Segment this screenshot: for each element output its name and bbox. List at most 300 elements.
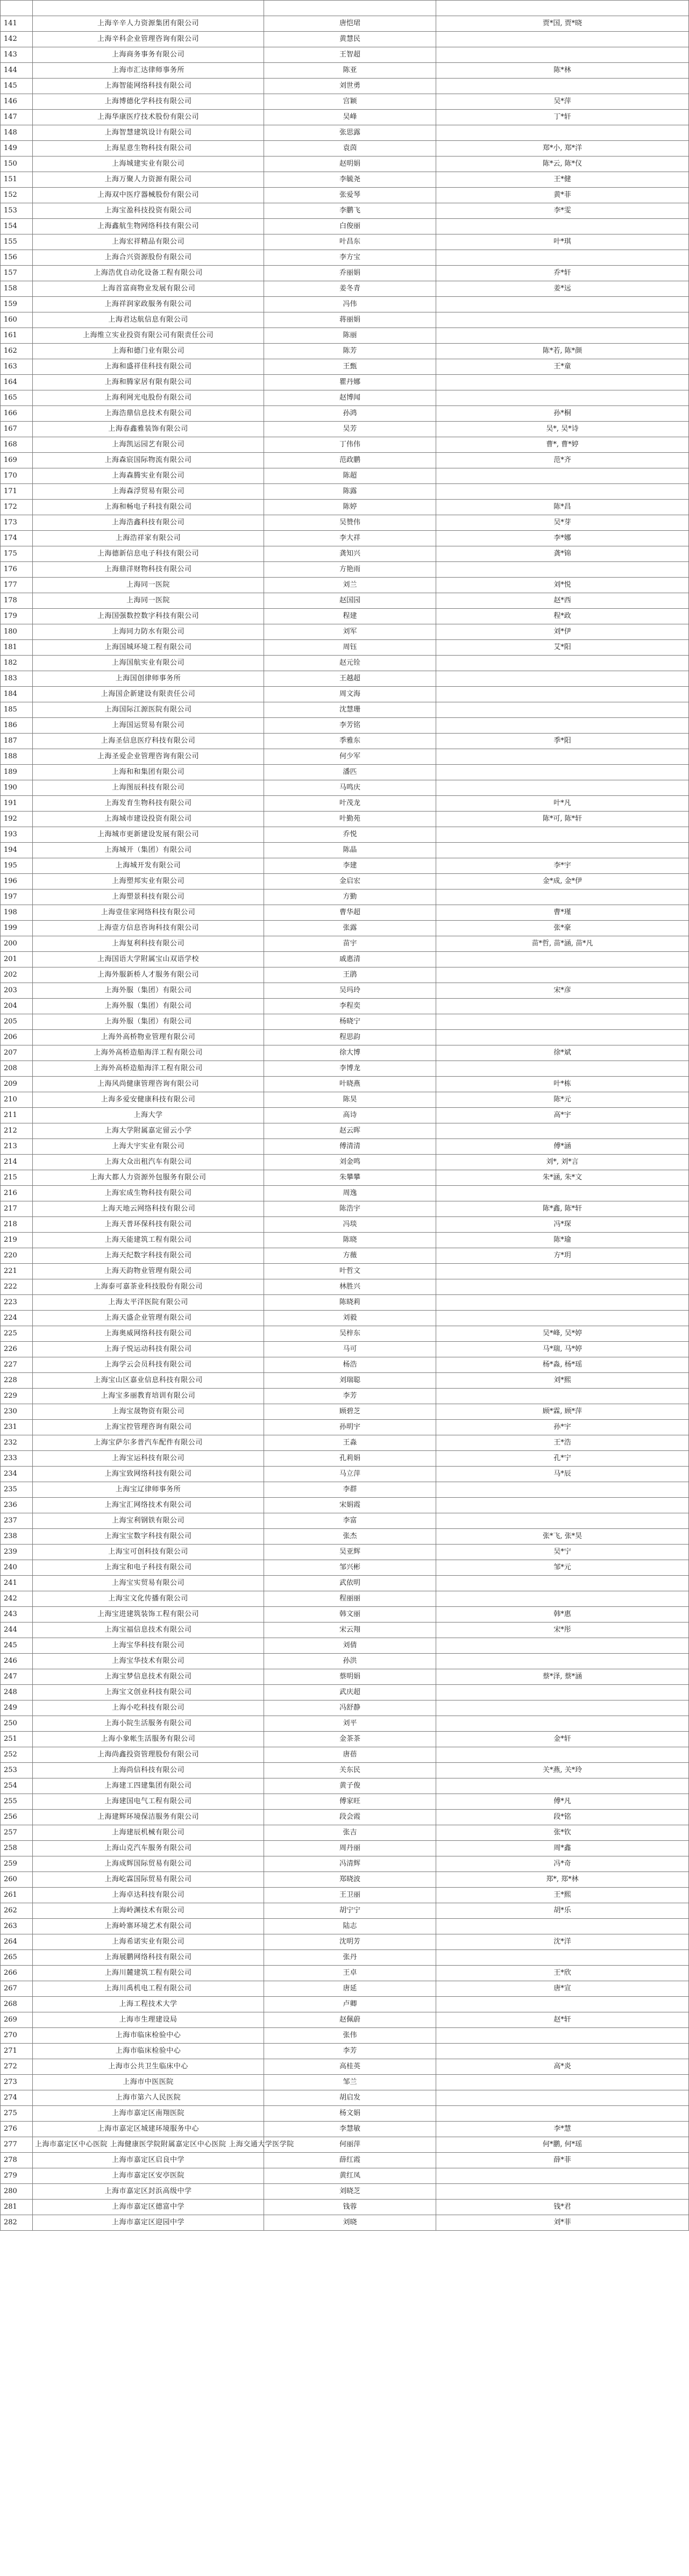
table-row [1, 47, 689, 63]
organization-cell: 上海城市建设投资有限公司 [33, 812, 264, 827]
organization-cell: 上海宝华技术有限公司 [33, 1654, 264, 1669]
person-name-cell: 王甄 [264, 359, 436, 375]
person-name-cell: 孔莉娟 [264, 1451, 436, 1467]
organization-cell: 上海市生理建设局 [33, 2012, 264, 2028]
table-row [1, 2106, 689, 2122]
person-name-cell: 金启宏 [264, 874, 436, 889]
person-name-cell: 刘晓 [264, 2215, 436, 2231]
table-row [1, 1950, 689, 1966]
person-name-cell: 季雅东 [264, 734, 436, 749]
table-row [1, 640, 689, 656]
table-row [1, 812, 689, 827]
person-name-cell: 李群 [264, 1482, 436, 1498]
family-members-cell [436, 749, 689, 765]
family-members-cell [436, 125, 689, 141]
organization-cell: 上海宝梦信息技术有限公司 [33, 1669, 264, 1685]
row-number: 220 [1, 1248, 33, 1264]
row-number: 183 [1, 671, 33, 687]
person-name-cell: 周丹丽 [264, 1841, 436, 1856]
family-members-cell: 龚*锦 [436, 546, 689, 562]
person-name-cell: 薛红霞 [264, 2153, 436, 2168]
row-number: 235 [1, 1482, 33, 1498]
row-number: 274 [1, 2090, 33, 2106]
table-row [1, 1576, 689, 1591]
table-row [1, 1326, 689, 1342]
organization-cell: 上海市临床检验中心 [33, 2044, 264, 2059]
row-number: 219 [1, 1233, 33, 1248]
person-name-cell: 段会霞 [264, 1810, 436, 1825]
family-members-cell: 刘*悦 [436, 578, 689, 593]
organization-cell: 上海市嘉定区迎园中学 [33, 2215, 264, 2231]
person-name-cell: 武依明 [264, 1576, 436, 1591]
organization-cell: 上海森浮贸易有限公司 [33, 484, 264, 500]
table-row [1, 375, 689, 390]
row-number: 187 [1, 734, 33, 749]
table-row [1, 1638, 689, 1654]
row-number: 199 [1, 921, 33, 936]
person-name-cell: 赵云晖 [264, 1123, 436, 1139]
table-row [1, 2168, 689, 2184]
table-row [1, 1155, 689, 1170]
row-number: 277 [1, 2137, 33, 2153]
table-row [1, 422, 689, 437]
person-name-cell: 李博龙 [264, 1061, 436, 1077]
person-name-cell: 叶茂龙 [264, 796, 436, 812]
family-members-cell [436, 375, 689, 390]
person-name-cell [264, 1, 436, 16]
table-row [1, 515, 689, 531]
family-members-cell: 冯*奇 [436, 1856, 689, 1872]
row-number: 200 [1, 936, 33, 952]
organization-cell: 上海国强数控数字科技有限公司 [33, 609, 264, 624]
person-name-cell: 吴芳 [264, 422, 436, 437]
row-number: 259 [1, 1856, 33, 1872]
family-members-cell [436, 562, 689, 578]
table-row [1, 250, 689, 266]
row-number: 225 [1, 1326, 33, 1342]
family-members-cell: 高*宇 [436, 1108, 689, 1123]
row-number: 282 [1, 2215, 33, 2231]
row-number: 197 [1, 889, 33, 905]
table-row [1, 2200, 689, 2215]
family-members-cell: 马*辰 [436, 1467, 689, 1482]
table-row [1, 1170, 689, 1186]
person-name-cell: 李富 [264, 1513, 436, 1529]
row-number: 177 [1, 578, 33, 593]
row-number: 191 [1, 796, 33, 812]
row-number: 272 [1, 2059, 33, 2075]
family-members-cell [436, 1389, 689, 1404]
organization-cell: 上海宝可创科技有限公司 [33, 1545, 264, 1560]
family-members-cell: 刘*, 刘*言 [436, 1155, 689, 1170]
family-members-cell: 杨*淼, 杨*瑶 [436, 1357, 689, 1373]
row-number: 181 [1, 640, 33, 656]
person-name-cell: 冯清辉 [264, 1856, 436, 1872]
person-name-cell: 唐延 [264, 1981, 436, 1997]
person-name-cell: 范政鹏 [264, 453, 436, 468]
organization-cell: 上海国创律师事务所 [33, 671, 264, 687]
family-members-cell: 钱*君 [436, 2200, 689, 2215]
family-members-cell: 傅*凡 [436, 1794, 689, 1810]
row-number: 266 [1, 1966, 33, 1981]
row-number: 156 [1, 250, 33, 266]
row-number: 251 [1, 1732, 33, 1747]
organization-cell: 上海市第六人民医院 [33, 2090, 264, 2106]
organization-cell: 上海宏祥精品有限公司 [33, 234, 264, 250]
family-members-cell: 邹*元 [436, 1560, 689, 1576]
person-name-cell: 陈晓莉 [264, 1295, 436, 1311]
organization-cell: 上海大学附属嘉定留云小学 [33, 1123, 264, 1139]
family-members-cell [436, 967, 689, 983]
family-members-cell: 王*欣 [436, 1966, 689, 1981]
family-members-cell: 吴*峰, 吴*婷 [436, 1326, 689, 1342]
family-members-cell [436, 702, 689, 718]
organization-cell: 上海同一医院 [33, 578, 264, 593]
row-number: 224 [1, 1311, 33, 1326]
row-number: 256 [1, 1810, 33, 1825]
person-name-cell: 马可 [264, 1342, 436, 1357]
person-name-cell: 关东民 [264, 1763, 436, 1778]
table-row [1, 1389, 689, 1404]
person-name-cell: 刘军 [264, 624, 436, 640]
row-number: 215 [1, 1170, 33, 1186]
organization-cell: 上海市公共卫生临床中心 [33, 2059, 264, 2075]
family-members-cell: 曹*, 曹*婷 [436, 437, 689, 453]
organization-cell: 上海尚信科技有限公司 [33, 1763, 264, 1778]
person-name-cell: 张思露 [264, 125, 436, 141]
family-members-cell: 周*鑫 [436, 1841, 689, 1856]
table-row [1, 1623, 689, 1638]
organization-cell: 上海森腾实业有限公司 [33, 468, 264, 484]
table-row [1, 453, 689, 468]
family-members-cell: 顾*霖, 顾*萍 [436, 1404, 689, 1420]
family-members-cell: 陈*林 [436, 63, 689, 79]
person-name-cell: 朱攀攀 [264, 1170, 436, 1186]
organization-cell: 上海泰可嘉茶业科技股份有限公司 [33, 1279, 264, 1295]
organization-cell: 上海小吃科技有限公司 [33, 1700, 264, 1716]
organization-cell: 上海城开发有限公司 [33, 858, 264, 874]
table-row [1, 1217, 689, 1233]
family-members-cell: 段*铭 [436, 1810, 689, 1825]
organization-cell: 上海市临床检验中心 [33, 2028, 264, 2044]
row-number: 255 [1, 1794, 33, 1810]
family-members-cell: 苗*哲, 苗*涵, 苗*凡 [436, 936, 689, 952]
family-members-cell [436, 1716, 689, 1732]
family-members-cell: 王*健 [436, 172, 689, 188]
family-members-cell: 郑*, 郑*林 [436, 1872, 689, 1888]
person-name-cell: 冯琰 [264, 1217, 436, 1233]
organization-cell: 上海风尚健康管理咨询有限公司 [33, 1077, 264, 1092]
family-members-cell [436, 2044, 689, 2059]
organization-cell: 上海市嘉定区南翔医院 [33, 2106, 264, 2122]
person-name-cell: 叶哲文 [264, 1264, 436, 1279]
family-members-cell: 艾*阳 [436, 640, 689, 656]
family-members-cell: 吴*, 吴*诗 [436, 422, 689, 437]
family-members-cell [436, 1576, 689, 1591]
organization-cell: 上海宝控管理咨询有限公司 [33, 1420, 264, 1435]
row-number: 186 [1, 718, 33, 734]
family-members-cell: 金*轩 [436, 1732, 689, 1747]
person-name-cell: 赵明娟 [264, 156, 436, 172]
row-number: 234 [1, 1467, 33, 1482]
person-name-cell: 吴峰 [264, 110, 436, 125]
organization-cell: 上海外高桥造船海洋工程有限公司 [33, 1045, 264, 1061]
organization-cell: 上海市嘉定区封浜高级中学 [33, 2184, 264, 2200]
row-number: 281 [1, 2200, 33, 2215]
registry-rows [1, 1, 689, 2231]
organization-cell: 上海宝实贸易有限公司 [33, 1576, 264, 1591]
person-name-cell: 蔡明娟 [264, 1669, 436, 1685]
table-row [1, 1498, 689, 1513]
person-name-cell: 王卓 [264, 1966, 436, 1981]
organization-cell: 上海外高桥物业管理有限公司 [33, 1030, 264, 1045]
organization-cell: 上海宝萨尔多普汽车配件有限公司 [33, 1435, 264, 1451]
family-members-cell: 马*瑞, 马*婷 [436, 1342, 689, 1357]
family-members-cell [436, 1498, 689, 1513]
table-row [1, 188, 689, 203]
row-number: 228 [1, 1373, 33, 1389]
row-number: 175 [1, 546, 33, 562]
table-row [1, 1, 689, 16]
person-name-cell: 程建 [264, 609, 436, 624]
row-number: 169 [1, 453, 33, 468]
organization-cell: 上海外高桥造船海洋工程有限公司 [33, 1061, 264, 1077]
organization-cell: 上海天韵物业管理有限公司 [33, 1264, 264, 1279]
table-row [1, 390, 689, 406]
person-name-cell: 白俊丽 [264, 219, 436, 234]
row-number: 205 [1, 1014, 33, 1030]
family-members-cell [436, 2090, 689, 2106]
table-row [1, 624, 689, 640]
row-number: 172 [1, 500, 33, 515]
family-members-cell [436, 2168, 689, 2184]
row-number: 244 [1, 1623, 33, 1638]
table-row [1, 1841, 689, 1856]
row-number: 261 [1, 1888, 33, 1903]
row-number: 280 [1, 2184, 33, 2200]
row-number: 194 [1, 843, 33, 858]
person-name-cell: 金茶茶 [264, 1732, 436, 1747]
organization-cell: 上海和盛祥佳科技有限公司 [33, 359, 264, 375]
organization-cell: 上海国语大学附属宝山双语学校 [33, 952, 264, 967]
table-row [1, 1685, 689, 1700]
organization-cell: 上海宝汇网络技术有限公司 [33, 1498, 264, 1513]
family-members-cell [436, 1279, 689, 1295]
organization-cell: 上海和和集团有限公司 [33, 765, 264, 780]
family-members-cell: 黄*菲 [436, 188, 689, 203]
organization-cell: 上海双中医疗器械股份有限公司 [33, 188, 264, 203]
family-members-cell [436, 390, 689, 406]
person-name-cell: 唐恺珺 [264, 16, 436, 32]
organization-cell: 上海希诺实业有限公司 [33, 1934, 264, 1950]
table-row [1, 1201, 689, 1217]
person-name-cell: 陈昊 [264, 1092, 436, 1108]
organization-cell: 上海浩优自动化设备工程有限公司 [33, 266, 264, 281]
row-number: 201 [1, 952, 33, 967]
family-members-cell [436, 312, 689, 328]
organization-cell: 上海宝华科技有限公司 [33, 1638, 264, 1654]
table-row [1, 593, 689, 609]
person-name-cell: 方勤 [264, 889, 436, 905]
family-members-cell: 韩*惠 [436, 1607, 689, 1623]
table-row [1, 1311, 689, 1326]
organization-cell: 上海宝晟物资有限公司 [33, 1404, 264, 1420]
table-row [1, 1545, 689, 1560]
row-number: 270 [1, 2028, 33, 2044]
family-members-cell: 陈*若, 陈*颜 [436, 344, 689, 359]
person-name-cell: 高桂英 [264, 2059, 436, 2075]
organization-cell: 上海天能建筑工程有限公司 [33, 1233, 264, 1248]
person-name-cell: 陈芳 [264, 344, 436, 359]
organization-cell: 上海国企新建设有限责任公司 [33, 687, 264, 702]
organization-cell: 上海祥润家政服务有限公司 [33, 297, 264, 312]
row-number: 239 [1, 1545, 33, 1560]
family-members-cell: 李*娜 [436, 531, 689, 546]
person-name-cell: 赵佩蔚 [264, 2012, 436, 2028]
person-name-cell: 李方宝 [264, 250, 436, 266]
person-name-cell: 戚惠清 [264, 952, 436, 967]
person-name-cell: 赵博闻 [264, 390, 436, 406]
table-row [1, 1061, 689, 1077]
row-number: 232 [1, 1435, 33, 1451]
table-row [1, 874, 689, 889]
row-number: 196 [1, 874, 33, 889]
family-members-cell: 陈*可, 陈*轩 [436, 812, 689, 827]
family-members-cell: 季*阳 [436, 734, 689, 749]
person-name-cell: 乔悦 [264, 827, 436, 843]
family-members-cell [436, 47, 689, 63]
family-members-cell: 刘*菲 [436, 2215, 689, 2231]
family-members-cell: 程*政 [436, 609, 689, 624]
row-number: 168 [1, 437, 33, 453]
organization-cell: 上海宝多丽教育培训有限公司 [33, 1389, 264, 1404]
organization-cell: 上海市嘉定区启良中学 [33, 2153, 264, 2168]
row-number: 275 [1, 2106, 33, 2122]
family-members-cell: 高*炎 [436, 2059, 689, 2075]
row-number: 153 [1, 203, 33, 219]
organization-cell: 上海天纪数字科技有限公司 [33, 1248, 264, 1264]
row-number: 243 [1, 1607, 33, 1623]
organization-cell: 上海市汇达律师事务所 [33, 63, 264, 79]
table-row [1, 1342, 689, 1357]
organization-cell: 上海国际江源医院有限公司 [33, 702, 264, 718]
family-members-cell: 赵*轩 [436, 2012, 689, 2028]
row-number: 148 [1, 125, 33, 141]
organization-cell: 上海万聚人力资源有限公司 [33, 172, 264, 188]
person-name-cell: 周逸 [264, 1186, 436, 1201]
organization-cell: 上海国运贸易有限公司 [33, 718, 264, 734]
organization-cell: 上海奥威网络科技有限公司 [33, 1326, 264, 1342]
row-number: 159 [1, 297, 33, 312]
row-number: 273 [1, 2075, 33, 2090]
row-number: 276 [1, 2122, 33, 2137]
row-number: 146 [1, 94, 33, 110]
organization-cell: 上海发育生物科技有限公司 [33, 796, 264, 812]
person-name-cell: 程丽丽 [264, 1591, 436, 1607]
person-name-cell: 王越超 [264, 671, 436, 687]
person-name-cell: 王卫丽 [264, 1888, 436, 1903]
row-number: 248 [1, 1685, 33, 1700]
organization-cell: 上海华康医疗技术股份有限公司 [33, 110, 264, 125]
row-number: 222 [1, 1279, 33, 1295]
table-row [1, 1856, 689, 1872]
family-members-cell: 傅*涵 [436, 1139, 689, 1155]
table-row [1, 2153, 689, 2168]
row-number: 160 [1, 312, 33, 328]
person-name-cell: 方薇 [264, 1248, 436, 1264]
organization-cell: 上海天地云网络科技有限公司 [33, 1201, 264, 1217]
table-row [1, 500, 689, 515]
table-row [1, 344, 689, 359]
person-name-cell: 刘世勇 [264, 79, 436, 94]
organization-cell: 上海和腾家居有限有限公司 [33, 375, 264, 390]
table-row [1, 2028, 689, 2044]
organization-cell: 上海小院生活服务有限公司 [33, 1716, 264, 1732]
person-name-cell: 陈婷 [264, 500, 436, 515]
person-name-cell: 林胜兴 [264, 1279, 436, 1295]
table-row [1, 125, 689, 141]
person-name-cell: 李芳 [264, 2044, 436, 2059]
organization-cell: 上海宏成生物科技有限公司 [33, 1186, 264, 1201]
organization-cell: 上海宝宝数字科技有限公司 [33, 1529, 264, 1545]
row-number: 257 [1, 1825, 33, 1841]
person-name-cell: 吴梓东 [264, 1326, 436, 1342]
family-members-cell [436, 1, 689, 16]
person-name-cell: 高诗 [264, 1108, 436, 1123]
family-members-cell [436, 1014, 689, 1030]
organization-cell: 上海星意生物科技有限公司 [33, 141, 264, 156]
person-name-cell: 刘倩 [264, 1638, 436, 1654]
row-number: 144 [1, 63, 33, 79]
person-name-cell: 黄子俊 [264, 1778, 436, 1794]
person-name-cell: 沈明芳 [264, 1934, 436, 1950]
organization-cell: 上海图辰科技有限公司 [33, 780, 264, 796]
family-members-cell: 宋*彤 [436, 1623, 689, 1638]
person-name-cell: 傅清清 [264, 1139, 436, 1155]
table-row [1, 328, 689, 344]
table-row [1, 1014, 689, 1030]
organization-cell: 上海成辉国际贸易有限公司 [33, 1856, 264, 1872]
family-members-cell [436, 484, 689, 500]
table-row [1, 468, 689, 484]
person-name-cell: 程思韵 [264, 1030, 436, 1045]
person-name-cell: 武庆超 [264, 1685, 436, 1700]
row-number: 258 [1, 1841, 33, 1856]
table-row [1, 1607, 689, 1623]
row-number: 185 [1, 702, 33, 718]
person-name-cell: 刘平 [264, 1716, 436, 1732]
organization-cell: 上海市嘉定区德富中学 [33, 2200, 264, 2215]
row-number: 249 [1, 1700, 33, 1716]
family-members-cell: 陈*元 [436, 1092, 689, 1108]
organization-cell: 上海首富商物业发展有限公司 [33, 281, 264, 297]
table-row [1, 1092, 689, 1108]
row-number: 152 [1, 188, 33, 203]
table-row [1, 687, 689, 702]
person-name-cell: 叶勤苑 [264, 812, 436, 827]
person-name-cell: 孙明宇 [264, 1420, 436, 1435]
family-members-cell: 吴*芽 [436, 515, 689, 531]
family-members-cell [436, 1700, 689, 1716]
organization-cell: 上海森宸国际物流有限公司 [33, 453, 264, 468]
table-row [1, 671, 689, 687]
family-members-cell [436, 843, 689, 858]
organization-cell: 上海外服（集团）有限公司 [33, 1014, 264, 1030]
family-members-cell: 关*燕, 关*玲 [436, 1763, 689, 1778]
row-number: 188 [1, 749, 33, 765]
table-row [1, 266, 689, 281]
family-members-cell: 李*宇 [436, 858, 689, 874]
